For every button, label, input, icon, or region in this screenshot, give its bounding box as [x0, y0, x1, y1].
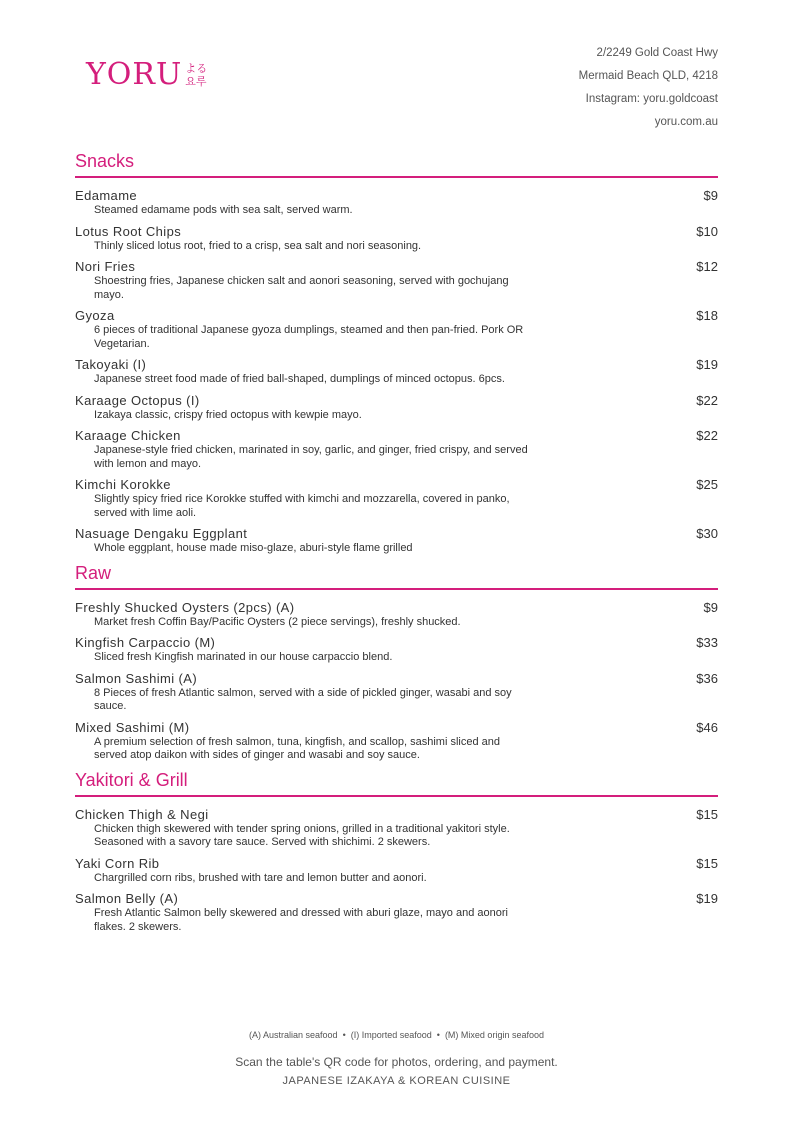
menu-item-price: $10 [696, 223, 718, 239]
menu-item-details [75, 428, 535, 471]
menu-item-details [75, 891, 535, 934]
address-line-1: 2/2249 Gold Coast Hwy [596, 47, 718, 59]
menu-item-description: Shoestring fries, Japanese chicken salt and aonori seasoning, served with gochujang mayo. [94, 275, 509, 301]
menu-item-description: A premium selection of fresh salmon, tuna, kingfish, and scallop, sashimi sliced and served atop daikon with sides of ginger and wasabi and soy sauce. [94, 735, 500, 761]
legend-separator: • [342, 1030, 346, 1040]
menu-item [75, 891, 718, 934]
menu-items [75, 600, 718, 763]
menu-item-description: 6 pieces of traditional Japanese gyoza dumplings, steamed and then pan-fried. Pork OR Vegetarian. [94, 324, 524, 350]
menu-item-details [75, 224, 535, 254]
menu-item [75, 259, 718, 302]
menu-item-details [75, 393, 535, 423]
menu-item-name: Kimchi Korokke [75, 477, 171, 492]
menu-item [75, 807, 718, 850]
legend-imported: (I) Imported seafood [350, 1030, 432, 1040]
menu-section [75, 769, 718, 935]
menu-section [75, 150, 718, 556]
menu-item-details [75, 526, 535, 556]
menu-item [75, 357, 718, 387]
menu-item-name: Chicken Thigh & Negi [75, 806, 209, 822]
menu-item-details [75, 600, 535, 630]
menu-item-price: $18 [696, 308, 718, 323]
menu-item [75, 188, 718, 218]
menu-item-description: Whole eggplant, house made miso-glaze, aburi-style flame grilled [94, 542, 413, 554]
menu-item-price: $36 [696, 670, 718, 686]
menu-items [75, 807, 718, 935]
menu-item [75, 671, 718, 714]
menu-item [75, 308, 718, 351]
menu-item-price: $19 [696, 357, 718, 372]
menu-item-description: Japanese-style fried chicken, marinated in soy, garlic, and ginger, fried crispy, and served with lemon and mayo. [94, 444, 528, 470]
menu-item-price: $25 [696, 477, 718, 492]
menu-item-name: Salmon Belly (A) [75, 891, 179, 906]
menu-item-description: Sliced fresh Kingfish marinated in our house carpaccio blend. [94, 651, 393, 663]
menu-item-name: Gyoza [75, 308, 115, 323]
menu-item [75, 477, 718, 520]
menu-items [75, 188, 718, 556]
brand-kana-korean: 요루 [185, 75, 207, 88]
menu-item [75, 856, 718, 886]
menu-item-name: Nasuage Dengaku Eggplant [75, 526, 248, 541]
legend-australian: (A) Australian seafood [249, 1030, 338, 1040]
instagram-handle[interactable]: Instagram: yoru.goldcoast [585, 93, 718, 105]
menu-item-details [75, 308, 535, 351]
brand-kana [185, 62, 207, 88]
menu-item-description: Chargrilled corn ribs, brushed with tare and lemon butter and aonori. [94, 871, 427, 884]
menu-item-description: Thinly sliced lotus root, fried to a crisp, sea salt and nori seasoning. [94, 239, 422, 252]
menu-item-price: $46 [696, 719, 718, 735]
qr-note: Scan the table's QR code for photos, ordering, and payment. [235, 1055, 558, 1069]
section-title: Raw [75, 562, 718, 590]
brand-name: YORU [86, 57, 183, 92]
menu-item [75, 600, 718, 630]
menu-item [75, 224, 718, 254]
menu-item-price: $9 [703, 188, 718, 203]
legend-separator: • [436, 1030, 440, 1040]
menu-item-name: Kingfish Carpaccio (M) [75, 635, 216, 650]
menu-item-description: Market fresh Coffin Bay/Pacific Oysters (2 piece servings), freshly shucked. [94, 615, 461, 628]
tagline: JAPANESE IZAKAYA & KOREAN CUISINE [282, 1075, 511, 1087]
menu-item [75, 393, 718, 423]
menu-item-details [75, 477, 535, 520]
brand-logo [86, 57, 208, 92]
menu-item-price: $15 [696, 855, 718, 871]
menu-item-price: $30 [696, 526, 718, 541]
menu-item-name: Edamame [75, 188, 138, 203]
menu-item-price: $19 [696, 891, 718, 906]
menu-item-name: Lotus Root Chips [75, 223, 182, 239]
address-line-2: Mermaid Beach QLD, 4218 [578, 70, 718, 82]
menu-item-details [75, 856, 535, 886]
website-link[interactable]: yoru.com.au [654, 116, 718, 128]
menu-item-details [75, 188, 535, 218]
menu-item-details [75, 720, 535, 763]
brand-kana-japanese: よる [185, 62, 208, 75]
menu-item-description: Japanese street food made of fried ball-shaped, dumplings of minced octopus. 6pcs. [94, 373, 505, 385]
menu-item-price: $33 [696, 635, 718, 650]
menu-item-price: $22 [696, 428, 718, 443]
menu-item-price: $9 [703, 599, 718, 615]
menu-item [75, 526, 718, 556]
menu-item [75, 428, 718, 471]
menu-item-price: $12 [696, 259, 718, 274]
menu [75, 150, 718, 940]
menu-section [75, 562, 718, 763]
seafood-legend [0, 1030, 793, 1040]
contact-block [579, 42, 718, 134]
menu-item-description: Chicken thigh skewered with tender spring onions, grilled in a traditional yakitori style. Seasoned with a savory tare sauce. Served with shichimi. 2 skewers. [94, 822, 510, 848]
menu-item-description: Steamed edamame pods with sea salt, served warm. [94, 204, 353, 216]
menu-item-name: Salmon Sashimi (A) [75, 670, 198, 686]
menu-item-name: Karaage Octopus (I) [75, 392, 200, 408]
menu-item-name: Yaki Corn Rib [75, 855, 160, 871]
menu-item-name: Mixed Sashimi (M) [75, 719, 190, 735]
menu-item-details [75, 357, 535, 387]
menu-item-description: Fresh Atlantic Salmon belly skewered and dressed with aburi glaze, mayo and aonori flakes. 2 skewers. [94, 907, 508, 933]
section-title: Snacks [75, 150, 718, 178]
menu-item-name: Takoyaki (I) [75, 357, 147, 372]
menu-item-name: Nori Fries [75, 259, 136, 274]
menu-item-description: Slightly spicy fried rice Korokke stuffed with kimchi and mozzarella, covered in panko, served with lime aoli. [94, 493, 510, 519]
menu-item-details [75, 259, 535, 302]
menu-item-name: Karaage Chicken [75, 428, 181, 443]
menu-item-price: $22 [696, 392, 718, 408]
menu-item-name: Freshly Shucked Oysters (2pcs) (A) [75, 599, 295, 615]
menu-item-details [75, 671, 535, 714]
legend-mixed: (M) Mixed origin seafood [444, 1030, 544, 1040]
menu-item-price: $15 [696, 806, 718, 822]
menu-item-details [75, 635, 535, 665]
menu-item-details [75, 807, 535, 850]
menu-item [75, 720, 718, 763]
menu-item-description: Izakaya classic, crispy fried octopus with kewpie mayo. [94, 408, 362, 421]
menu-item [75, 635, 718, 665]
menu-item-description: 8 Pieces of fresh Atlantic salmon, served with a side of pickled ginger, wasabi and soy sauce. [94, 686, 512, 712]
section-title: Yakitori & Grill [75, 769, 718, 797]
